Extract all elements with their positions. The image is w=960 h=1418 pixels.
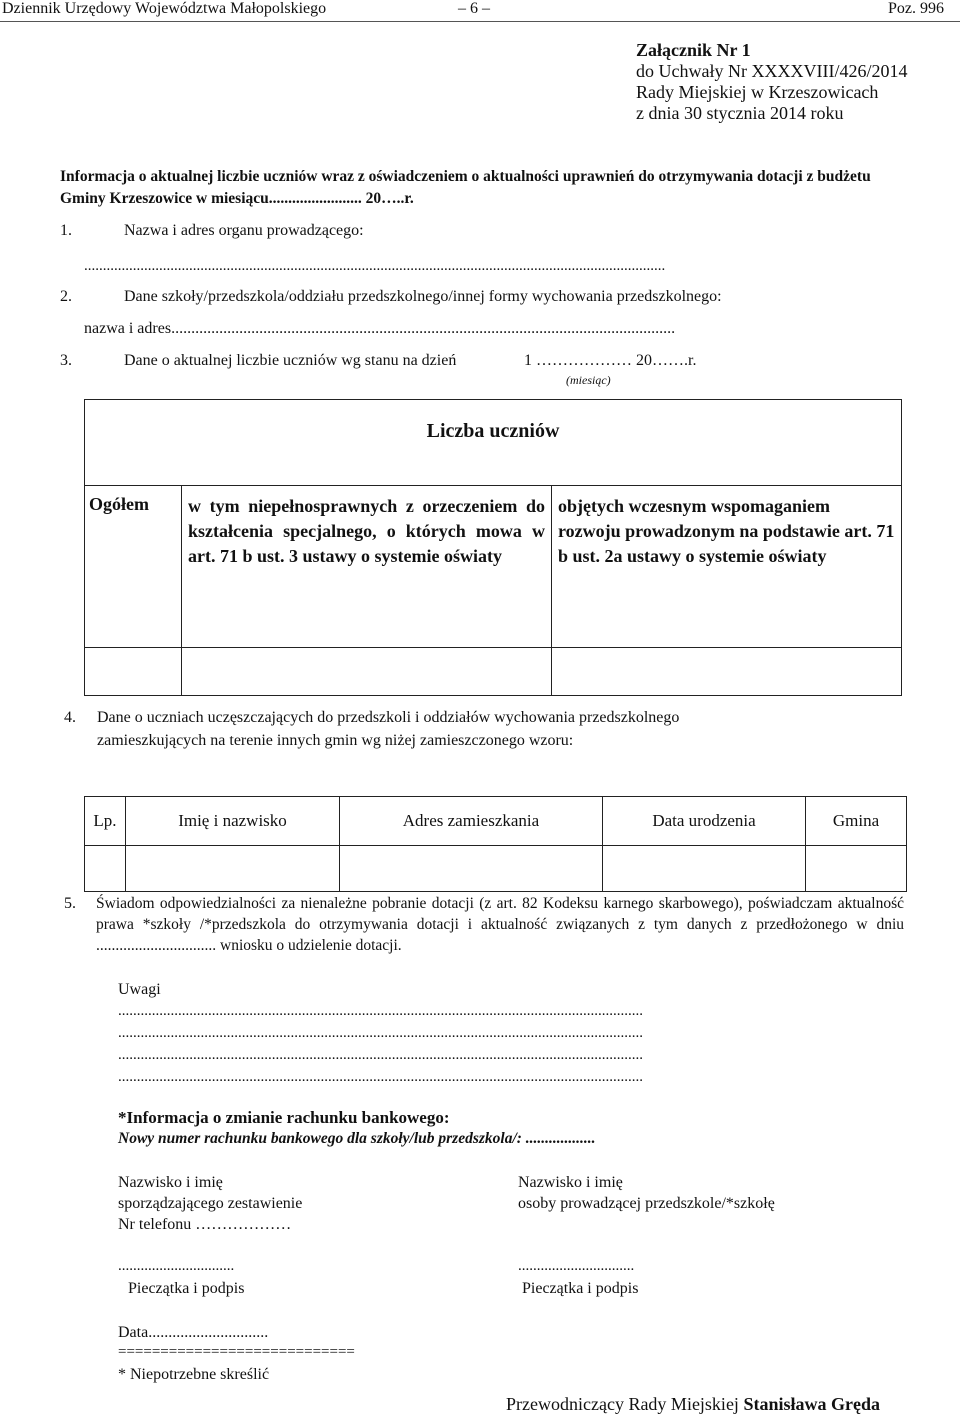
remarks-line[interactable]: ............................................................................................................................................ [118, 1025, 643, 1041]
sign-left-name-label: Nazwisko i imię [118, 1174, 223, 1191]
sign-right-dots: ............................... [518, 1258, 635, 1274]
annex-line-1: do Uchwały Nr XXXXVIII/426/2014 [636, 61, 908, 81]
sign-left-role: sporządzającego zestawienie [118, 1195, 303, 1212]
cell-early-support-value[interactable] [552, 648, 902, 696]
strike-note: * Niepotrzebne skreślić [118, 1366, 270, 1383]
chairman-name: Stanisława Gręda [743, 1394, 880, 1414]
col-total-header: Ogółem [85, 486, 182, 648]
annex-block [636, 40, 907, 124]
col-early-support-header: objętych wczesnym wspomaganiem rozwoju prowadzonym na podstawie art. 71 b ust. 2a ustawy o systemie oświaty [552, 486, 902, 648]
section-5-number: 5. [64, 895, 76, 912]
table-cell[interactable] [340, 846, 603, 892]
header-rule [0, 21, 960, 22]
form-title: Informacja o aktualnej liczbie uczniów wraz z oświadczeniem o aktualności uprawnień do otrzymywania dotacji z budżetu Gminy Krzeszowice w miesiącu........................ 20…..r. [60, 168, 871, 207]
remarks-label: Uwagi [118, 981, 161, 998]
cell-total-value[interactable] [85, 648, 182, 696]
bank-new-account: Nowy numer rachunku bankowego dla szkoły/lub przedszkola/: .................. [118, 1130, 596, 1147]
student-count-table [84, 399, 902, 696]
remarks-line[interactable]: ............................................................................................................................................ [118, 1003, 643, 1019]
sign-right-role: osoby prowadzącej przedszkole/*szkołę [518, 1195, 775, 1212]
sign-right-stamp: Pieczątka i podpis [522, 1280, 639, 1297]
table-cell[interactable] [603, 846, 806, 892]
bank-change-title: *Informacja o zmianie rachunku bankowego: [118, 1108, 450, 1127]
section-3-label: Dane o aktualnej liczbie uczniów wg stanu na dzień [124, 352, 457, 369]
chairman-signature [506, 1394, 880, 1415]
section-3-date: 1 ……………… 20…….r. [524, 352, 697, 369]
col-disabled-header: w tym niepełnosprawnych z orzeczeniem do kształcenia specjalnego, o których mowa w art. 71 b ust. 3 ustawy o systemie oświaty [182, 486, 552, 648]
annex-title: Załącznik Nr 1 [636, 40, 751, 60]
col-municipality-header: Gmina [806, 797, 907, 846]
section-2-number: 2. [60, 288, 72, 305]
header-journal-title: Dziennik Urzędowy Województwa Małopolskiego [2, 0, 327, 17]
section-3-number: 3. [60, 352, 72, 369]
section-2-label: Dane szkoły/przedszkola/oddziału przedszkolnego/innej formy wychowania przedszkolnego: [124, 288, 722, 305]
sign-left-dots: ............................... [118, 1258, 235, 1274]
sign-right-name-label: Nazwisko i imię [518, 1174, 623, 1191]
section-1-dots: ........................................................................................................................................................... [84, 258, 666, 274]
col-name-header: Imię i nazwisko [126, 797, 340, 846]
section-1-number: 1. [60, 222, 72, 239]
col-birthdate-header: Data urodzenia [603, 797, 806, 846]
section-3-month-hint: (miesiąc) [566, 373, 611, 387]
section-4-line-1: Dane o uczniach uczęszczających do przedszkoli i oddziałów wychowania przedszkolnego [97, 709, 680, 726]
annex-line-3: z dnia 30 stycznia 2014 roku [636, 103, 844, 123]
section-5-statement: Świadom odpowiedzialności za nienależne pobranie dotacji (z art. 82 Kodeksu karnego skarbowego), poświadczam aktualność prawa *szkoły /*przedszkola do otrzymywania dotacji i aktualność związanych z tym danych z przedłożonego w dniu ............................... wniosku o udzielenie dotacji. [96, 895, 904, 954]
other-municipality-students-table [84, 796, 907, 892]
header-page-number: – 6 – [458, 0, 490, 17]
cell-disabled-value[interactable] [182, 648, 552, 696]
annex-line-2: Rady Miejskiej w Krzeszowicach [636, 82, 879, 102]
student-count-heading: Liczba uczniów [85, 400, 902, 486]
sign-left-stamp: Pieczątka i podpis [128, 1280, 245, 1297]
col-address-header: Adres zamieszkania [340, 797, 603, 846]
section-4-line-2: zamieszkujących na terenie innych gmin wg niżej zamieszczonego wzoru: [97, 732, 574, 749]
separator-line: ============================ [118, 1344, 355, 1360]
section-4-number: 4. [64, 709, 76, 726]
col-lp-header: Lp. [85, 797, 126, 846]
remarks-line[interactable]: ............................................................................................................................................ [118, 1047, 643, 1063]
section-2-name-address: nazwa i adres.............................................................................................................................. [84, 320, 676, 337]
remarks-line[interactable]: ............................................................................................................................................ [118, 1069, 643, 1085]
table-cell[interactable] [85, 846, 126, 892]
table-cell[interactable] [806, 846, 907, 892]
sign-left-phone: Nr telefonu ……………… [118, 1216, 292, 1233]
header-position: Poz. 996 [888, 0, 944, 17]
section-1-label: Nazwa i adres organu prowadzącego: [124, 222, 364, 239]
table-cell[interactable] [126, 846, 340, 892]
chairman-title: Przewodniczący Rady Miejskiej [506, 1394, 739, 1414]
date-field: Data.............................. [118, 1324, 269, 1341]
